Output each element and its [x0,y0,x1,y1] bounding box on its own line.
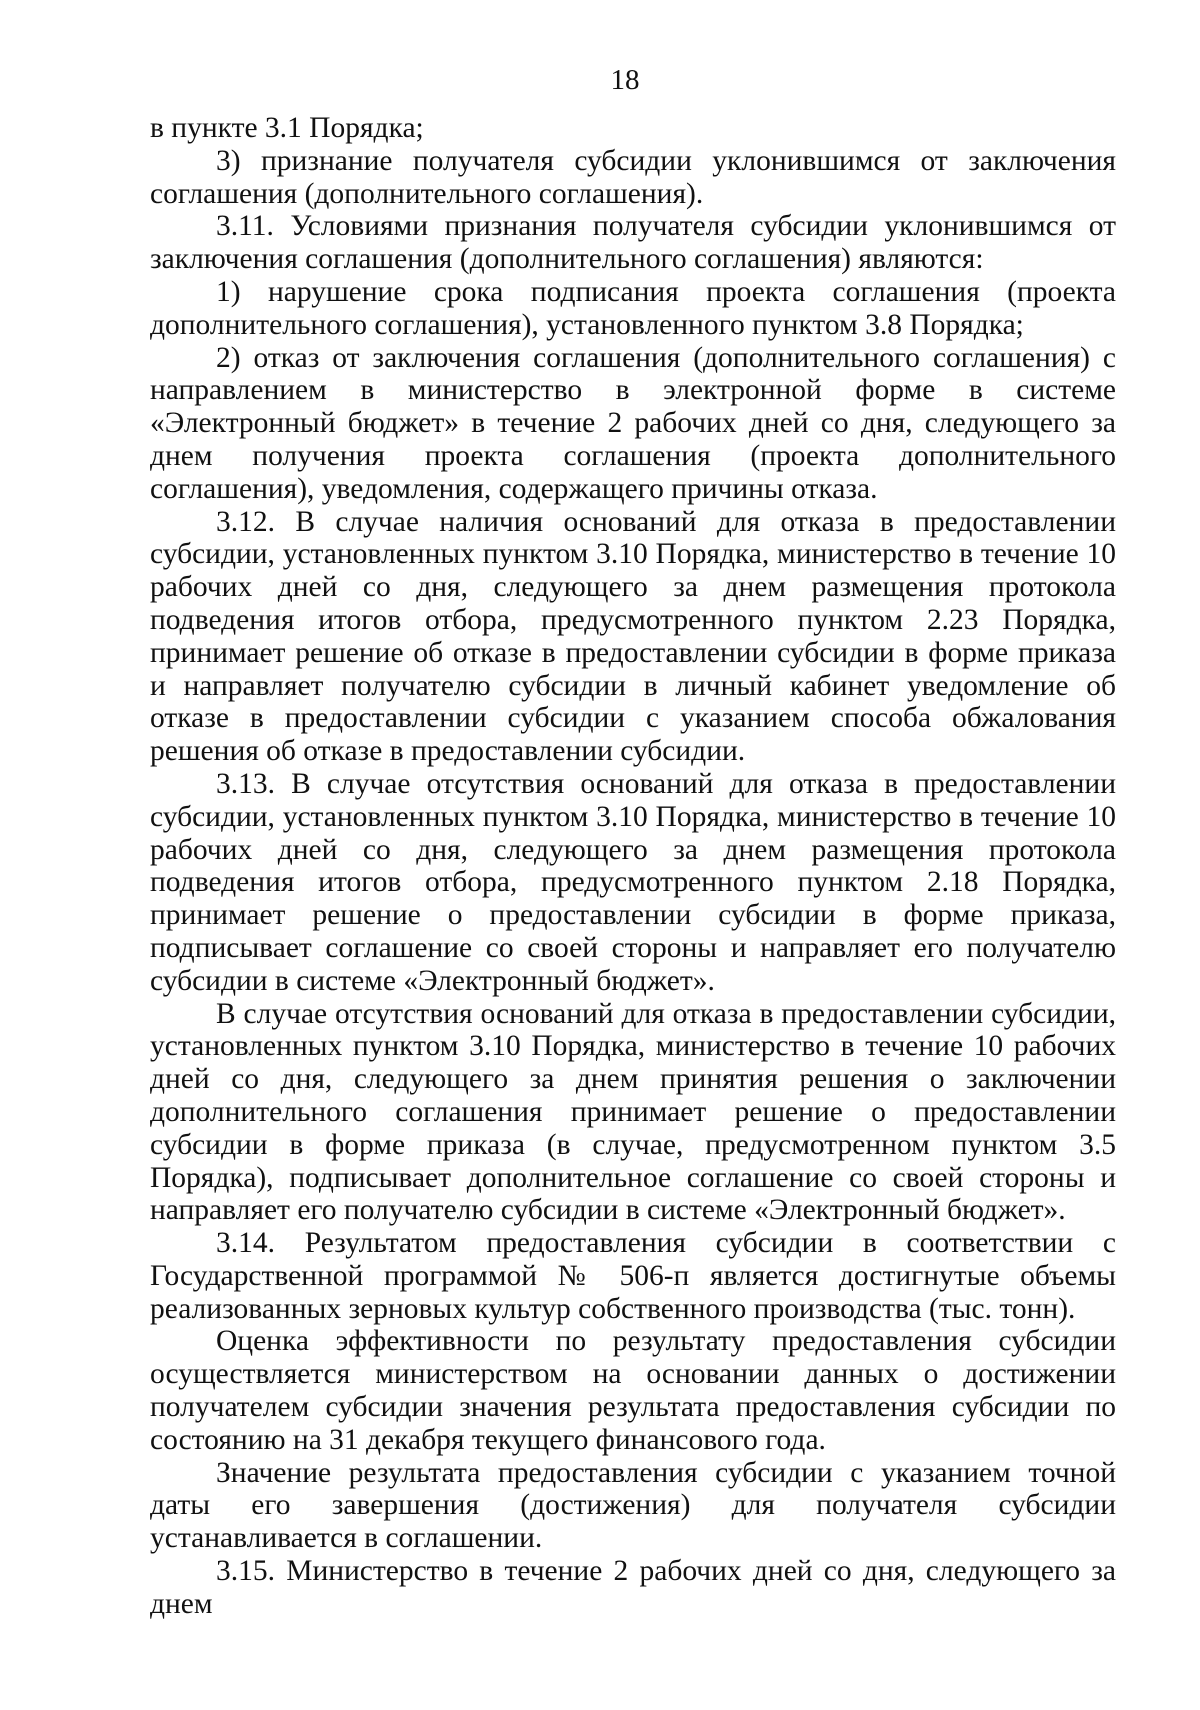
paragraph-3-11-item-2: 2) отказ от заключения соглашения (дополнительного соглашения) с направлением в министерство в электронной форме в системе «Электронный бюджет» в течение 2 рабочих дней со дня, следующего за днем получения проекта соглашения (проекта дополнительного соглашения), уведомления, содержащего причины отказа. [150,341,1116,505]
page-number: 18 [610,64,640,96]
paragraph-continuation: в пункте 3.1 Порядка; [150,112,424,144]
document-body [150,112,1116,1621]
paragraph-3-11: 3.11. Условиями признания получателя субсидии уклонившимся от заключения соглашения (дополнительного соглашения) являются: [150,210,1116,276]
paragraph-efficiency-assessment: Оценка эффективности по результату предоставления субсидии осуществляется министерством на основании данных о достижении получателем субсидии значения результата предоставления субсидии по состоянию на 31 декабря текущего финансового года. [150,1325,1116,1456]
paragraph-3-13: 3.13. В случае отсутствия оснований для отказа в предоставлении субсидии, установленных пунктом 3.10 Порядка, министерство в течение 10 рабочих дней со дня, следующего за днем размещения протокола подведения итогов отбора, предусмотренного пунктом 2.18 Порядка, принимает решение о предоставлении субсидии в форме приказа, подписывает соглашение со своей стороны и направляет его получателю субсидии в системе «Электронный бюджет». [150,767,1116,997]
paragraph-3-13-continued: В случае отсутствия оснований для отказа в предоставлении субсидии, установленных пунктом 3.10 Порядка, министерство в течение 10 рабочих дней со дня, следующего за днем принятия решения о заключении дополнительного соглашения принимает решение о предоставлении субсидии в форме приказа (в случае, предусмотренном пунктом 3.5 Порядка), подписывает дополнительное соглашение со своей стороны и направляет его получателю субсидии в системе «Электронный бюджет». [150,997,1116,1227]
paragraph-result-value: Значение результата предоставления субсидии с указанием точной даты его завершения (достижения) для получателя субсидии устанавливается в соглашении. [150,1456,1116,1555]
paragraph-3-11-item-1: 1) нарушение срока подписания проекта соглашения (проекта дополнительного соглашения), установленного пунктом 3.8 Порядка; [150,275,1116,341]
paragraph-3-14: 3.14. Результатом предоставления субсидии в соответствии с Государственной программой № 506-п является достигнутые объемы реализованных зерновых культур собственного производства (тыс. тонн). [150,1227,1116,1325]
paragraph-3-12: 3.12. В случае наличия оснований для отказа в предоставлении субсидии, установленных пунктом 3.10 Порядка, министерство в течение 10 рабочих дней со дня, следующего за днем размещения протокола подведения итогов отбора, предусмотренного пунктом 2.23 Порядка, принимает решение об отказе в предоставлении субсидии в форме приказа и направляет получателю субсидии в личный кабинет уведомление об отказе в предоставлении субсидии с указанием способа обжалования решения об отказе в предоставлении субсидии. [150,505,1116,768]
paragraph-item-3: 3) признание получателя субсидии уклонившимся от заключения соглашения (дополнительного соглашения). [150,144,1116,210]
paragraph-3-15: 3.15. Министерство в течение 2 рабочих дней со дня, следующего за днем [150,1555,1116,1620]
